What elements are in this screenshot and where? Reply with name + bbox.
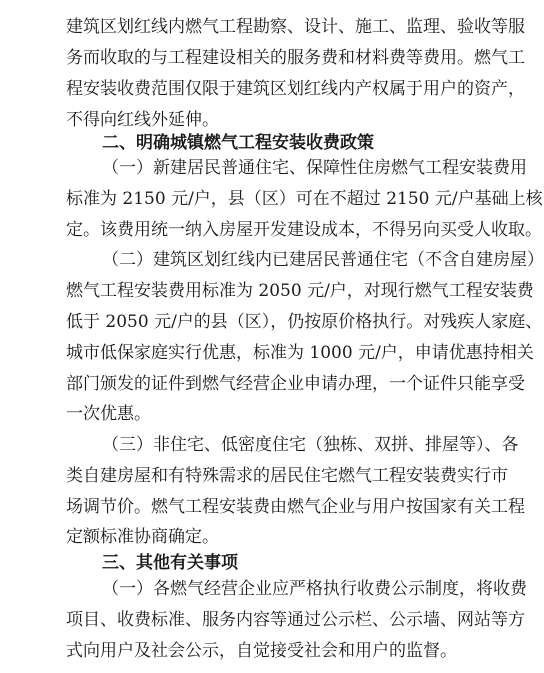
body-text-line: 定额标准协商确定。 — [66, 527, 219, 547]
section-heading: 二、明确城镇燃气工程安装收费政策 — [102, 133, 374, 153]
body-text-line: 燃气工程安装费用标准为 2050 元/户，对现行燃气工程安装费 — [66, 281, 534, 301]
body-text-line: 标准为 2150 元/户，县（区）可在不超过 2150 元/户基础上核 — [66, 189, 543, 209]
body-text-line: 部门颁发的证件到燃气经营企业申请办理，一个证件只能享受 — [66, 374, 525, 394]
body-text-line: （一）新建居民普通住宅、保障性住房燃气工程安装费用 — [102, 158, 527, 178]
body-text-line: 项目、收费标准、服务内容等通过公示栏、公示墙、网站等方 — [66, 610, 525, 630]
body-text-line: 程安装收费范围仅限于建筑区划红线内产权属于用户的资产， — [66, 79, 525, 99]
body-text-line: （三）非住宅、低密度住宅（独栋、双拼、排屋等）、各 — [102, 435, 519, 455]
body-text-line: 式向用户及社会公示，自觉接受社会和用户的监督。 — [66, 641, 457, 661]
body-text-line: 建筑区划红线内燃气工程勘察、设计、施工、监理、验收等服 — [66, 17, 525, 37]
body-text-line: （二）建筑区划红线内已建居民普通住宅（不含自建房屋） — [102, 250, 544, 270]
body-text-line: 不得向红线外延伸。 — [66, 110, 219, 130]
section-heading: 三、其他有关事项 — [102, 553, 238, 573]
body-text-line: 定。该费用统一纳入房屋开发建设成本，不得另向买受人收取。 — [66, 220, 542, 240]
body-text-line: 场调节价。燃气工程安装费由燃气企业与用户按国家有关工程 — [66, 497, 525, 517]
body-text-line: 一次优惠。 — [66, 404, 151, 424]
body-text-line: 城市低保家庭实行优惠，标准为 1000 元/户，申请优惠持相关 — [66, 343, 534, 363]
body-text-line: （一）各燃气经营企业应严格执行收费公示制度，将收费 — [102, 579, 527, 599]
body-text-line: 类自建房屋和有特殊需求的居民住宅燃气工程安装费实行市 — [66, 466, 508, 486]
body-text-line: 低于 2050 元/户的县（区），仍按原价格执行。对残疾人家庭、 — [66, 312, 543, 332]
body-text-line: 务而收取的与工程建设相关的服务费和材料费等费用。燃气工 — [66, 48, 525, 68]
